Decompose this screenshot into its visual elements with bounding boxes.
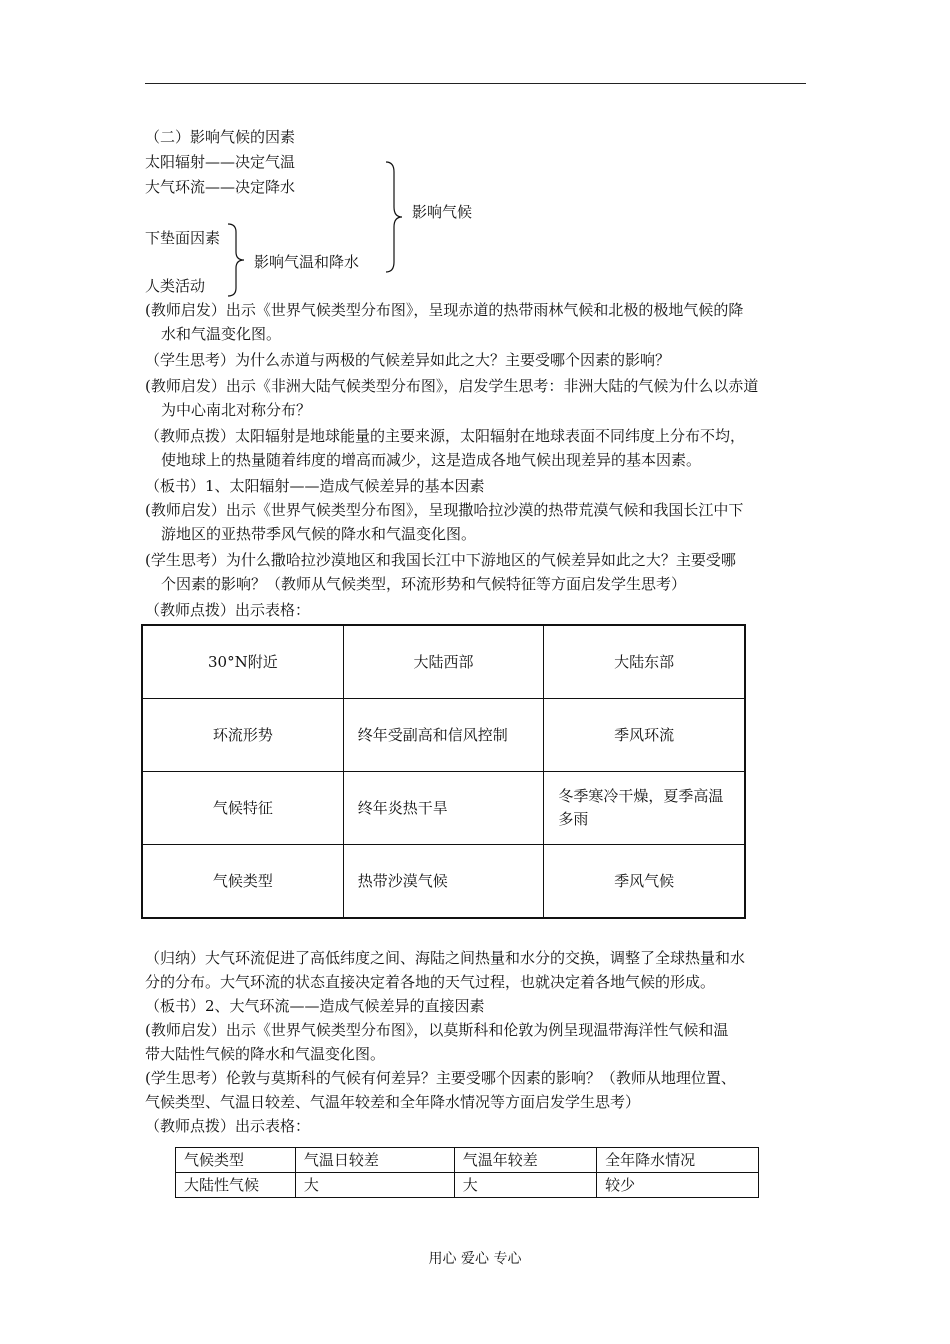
table-cell: 大	[295, 1173, 454, 1198]
paragraph-12-line-1: (学生思考）伦敦与莫斯科的气候有何差异？主要受哪个因素的影响？（教师从地理位置、	[145, 1069, 736, 1087]
paragraph-10: （板书）2、大气环流——造成气候差异的直接因素	[145, 997, 485, 1015]
table-cell: 气候特征	[142, 772, 343, 845]
diagram-line-4: 人类活动	[145, 277, 206, 295]
table-header-cell: 全年降水情况	[597, 1148, 759, 1173]
table-cell: 大	[454, 1173, 596, 1198]
paragraph-3-line-1: (教师启发）出示《非洲大陆气候类型分布图》，启发学生思考：非洲大陆的气候为什么以赤道	[145, 377, 759, 395]
table-cell: 大陆西部	[343, 625, 544, 699]
paragraph-6	[145, 498, 810, 546]
table-row	[142, 699, 745, 772]
table-cell: 大陆性气候	[176, 1173, 296, 1198]
paragraph-12-line-2: 气候类型、气温日较差、气温年较差和全年降水情况等方面启发学生思考）	[145, 1093, 641, 1111]
table-cell: 30°N附近	[142, 625, 343, 699]
paragraph-1-line-1: (教师启发）出示《世界气候类型分布图》，呈现赤道的热带雨林气候和北极的极地气候的降	[145, 301, 744, 319]
small-brace-icon	[226, 222, 252, 298]
table-cell: 大陆东部	[544, 625, 745, 699]
paragraph-5	[145, 474, 810, 498]
diagram-line-1: 太阳辐射——决定气温	[145, 153, 296, 171]
paragraph-1	[145, 298, 810, 346]
table-header-cell: 气温日较差	[295, 1148, 454, 1173]
table-cell: 终年受副高和信风控制	[343, 699, 544, 772]
table-header-cell: 气温年较差	[454, 1148, 596, 1173]
table-continental-climate	[175, 1147, 759, 1198]
diagram-line-2: 大气环流——决定降水	[145, 178, 296, 196]
paragraph-7-line-1: (学生思考）为什么撒哈拉沙漠地区和我国长江中下游地区的气候差异如此之大？主要受哪	[145, 551, 736, 569]
table-row	[142, 845, 745, 919]
paragraph-4-line-2: 使地球上的热量随着纬度的增高而减少，这是造成各地气候出现差异的基本因素。	[161, 451, 702, 469]
table-cell: 环流形势	[142, 699, 343, 772]
paragraph-6-line-2: 游地区的亚热带季风气候的降水和气温变化图。	[161, 525, 477, 543]
table-cell: 气候类型	[142, 845, 343, 919]
diagram-outer-result: 影响气候	[412, 203, 473, 221]
table-cell: 冬季寒冷干燥，夏季高温多雨	[544, 772, 745, 845]
paragraph-3	[145, 374, 810, 422]
paragraph-6-line-1: (教师启发）出示《世界气候类型分布图》，呈现撒哈拉沙漠的热带荒漠气候和我国长江中下	[145, 501, 744, 519]
table-row	[142, 772, 745, 845]
table-cell: 季风环流	[544, 699, 745, 772]
paragraph-13: （教师点拨）出示表格：	[145, 1117, 311, 1135]
table-30n-comparison	[141, 624, 746, 919]
paragraph-11-line-1: (教师启发）出示《世界气候类型分布图》，以莫斯科和伦敦为例呈现温带海洋性气候和温	[145, 1021, 729, 1039]
paragraph-11-line-2: 带大陆性气候的降水和气温变化图。	[145, 1045, 386, 1063]
large-brace-icon	[384, 160, 410, 274]
paragraph-8-line-1: （教师点拨）出示表格：	[145, 601, 311, 619]
paragraph-1-line-2: 水和气温变化图。	[161, 325, 282, 343]
header-rule	[145, 83, 806, 84]
paragraph-3-line-2: 为中心南北对称分布？	[161, 401, 312, 419]
table-row	[176, 1173, 759, 1198]
diagram-inner-result: 影响气温和降水	[254, 253, 360, 271]
paragraph-8	[145, 598, 810, 622]
page-footer: 用心 爱心 专心	[428, 1251, 522, 1267]
table-header-row	[176, 1148, 759, 1173]
paragraph-2-line-1: （学生思考）为什么赤道与两极的气候差异如此之大？主要受哪个因素的影响？	[145, 351, 671, 369]
paragraph-5-line-1: （板书）1、太阳辐射——造成气候差异的基本因素	[145, 477, 485, 495]
table-cell: 终年炎热干旱	[343, 772, 544, 845]
paragraph-7-line-2: 个因素的影响？（教师从气候类型，环流形势和气候特征等方面启发学生思考）	[161, 575, 687, 593]
paragraph-2	[145, 348, 810, 372]
section-title: （二）影响气候的因素	[145, 128, 296, 146]
paragraph-4	[145, 424, 810, 472]
paragraph-9-line-2: 分的分布。大气环流的状态直接决定着各地的天气过程，也就决定着各地气候的形成。	[145, 973, 716, 991]
diagram-line-3: 下垫面因素	[145, 229, 221, 247]
table-cell: 热带沙漠气候	[343, 845, 544, 919]
paragraph-4-line-1: （教师点拨）太阳辐射是地球能量的主要来源，太阳辐射在地球表面不同纬度上分布不均，	[145, 427, 746, 445]
paragraph-9-line-1: （归纳）大气环流促进了高低纬度之间、海陆之间热量和水分的交换，调整了全球热量和水	[145, 949, 746, 967]
paragraph-9	[145, 946, 810, 1138]
table-cell: 季风气候	[544, 845, 745, 919]
table-header-cell: 气候类型	[176, 1148, 296, 1173]
paragraph-7	[145, 548, 810, 596]
table-cell: 较少	[597, 1173, 759, 1198]
table-row	[142, 625, 745, 699]
